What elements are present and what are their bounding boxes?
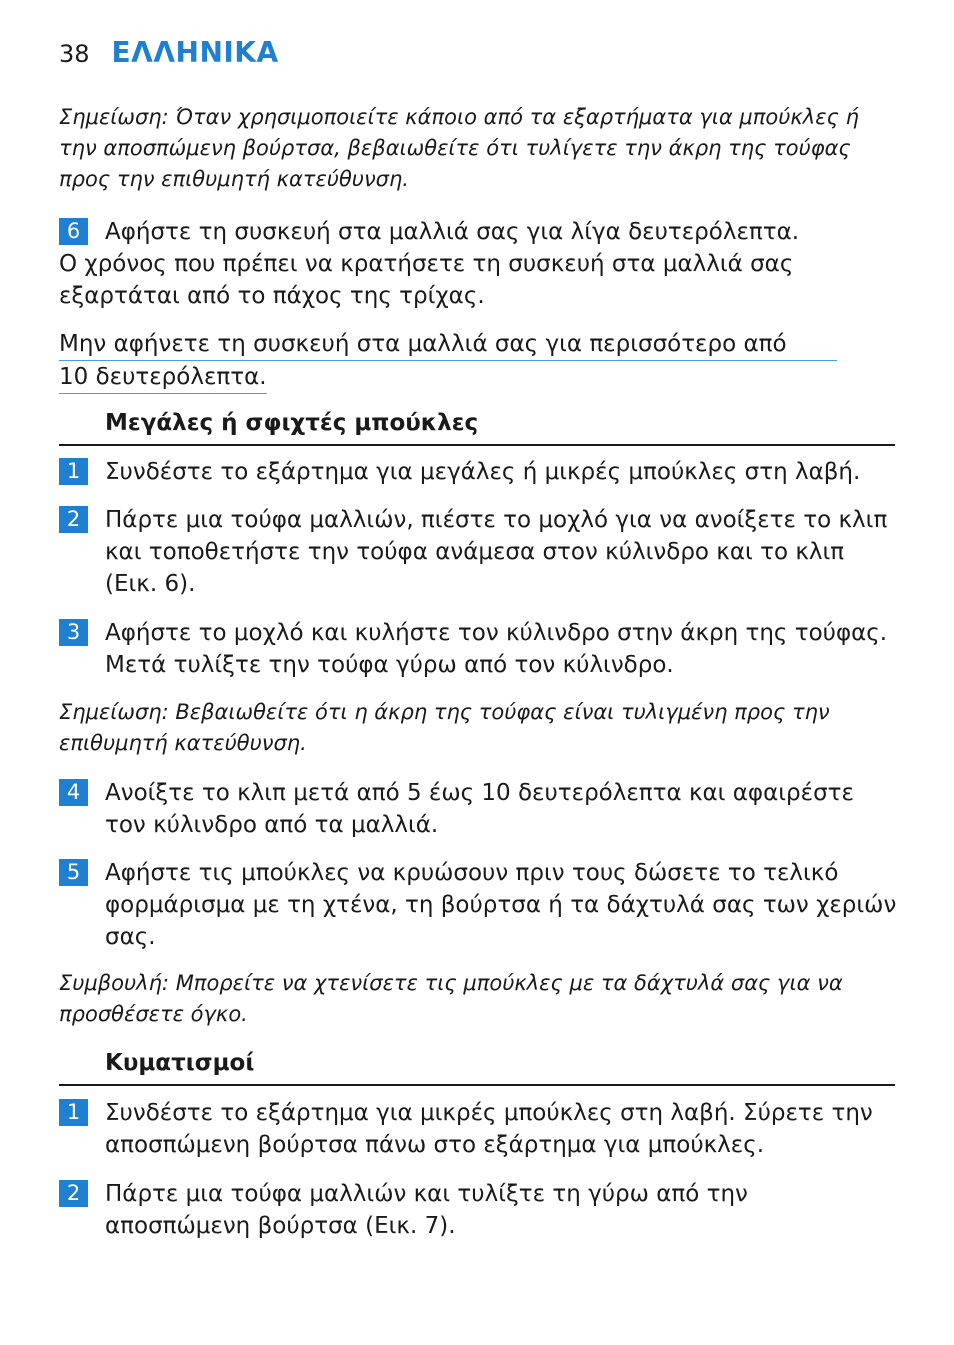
step-text: Πάρτε μια τούφα μαλλιών και τυλίξτε τη γύρω από την αποσπώμενη βούρτσα (Εικ. 7). bbox=[105, 1181, 748, 1239]
step-text: Συνδέστε το εξάρτημα για μικρές μπούκλες στη λαβή. Σύρετε την αποσπώμενη βούρτσα πάνω στο εξάρτημα για μπούκλες. bbox=[105, 1100, 873, 1158]
section-title: Κυματισμοί bbox=[105, 1050, 255, 1076]
step-number-badge: 6 bbox=[59, 218, 88, 245]
step-text: Αφήστε τη συσκευή στα μαλλιά σας για λίγα δευτερόλεπτα. bbox=[105, 219, 800, 245]
warning-text bbox=[59, 328, 899, 394]
warning-line-2: 10 δευτερόλεπτα. bbox=[59, 361, 267, 394]
section-title: Μεγάλες ή σφιχτές μπούκλες bbox=[105, 410, 479, 436]
warning-line-1: Μην αφήνετε τη συσκευή στα μαλλιά σας για περισσότερο από bbox=[59, 328, 837, 361]
step-number-badge: 5 bbox=[59, 859, 88, 886]
step-number-badge: 1 bbox=[59, 458, 88, 485]
curls-note bbox=[59, 697, 899, 759]
step-4 bbox=[59, 777, 899, 841]
step-number-badge: 4 bbox=[59, 779, 88, 806]
note-text: Βεβαιωθείτε ότι η άκρη της τούφας είναι τυλιγμένη προς την επιθυμητή κατεύθυνση. bbox=[59, 700, 830, 755]
page-header bbox=[59, 36, 279, 69]
step-number-badge: 2 bbox=[59, 506, 88, 533]
intro-note bbox=[59, 102, 899, 195]
section-heading-large-curls bbox=[59, 408, 895, 446]
step-continuation: Ο χρόνος που πρέπει να κρατήσετε τη συσκευή στα μαλλιά σας εξαρτάται από το πάχος της τρίχας. bbox=[59, 251, 794, 309]
language-title: ΕΛΛΗΝΙΚΑ bbox=[111, 36, 279, 69]
step-text: Αφήστε το μοχλό και κυλήστε τον κύλινδρο στην άκρη της τούφας. Μετά τυλίξτε την τούφα γύρω από τον κύλινδρο. bbox=[105, 620, 888, 678]
note-text: Όταν χρησιμοποιείτε κάποιο από τα εξαρτήματα για μπούκλες ή την αποσπώμενη βούρτσα, βεβαιωθείτε ότι τυλίγετε την άκρη της τούφας προς την επιθυμητή κατεύθυνση. bbox=[59, 105, 859, 191]
note-label: Σημείωση: bbox=[59, 105, 169, 129]
step-number-badge: 2 bbox=[59, 1180, 88, 1207]
tip-text: Μπορείτε να χτενίσετε τις μπούκλες με τα δάχτυλά σας για να προσθέσετε όγκο. bbox=[59, 971, 843, 1026]
waves-step-2 bbox=[59, 1178, 899, 1242]
step-6 bbox=[59, 216, 899, 312]
note-label: Σημείωση: bbox=[59, 700, 169, 724]
step-text: Συνδέστε το εξάρτημα για μεγάλες ή μικρές μπούκλες στη λαβή. bbox=[105, 459, 861, 485]
step-number-badge: 3 bbox=[59, 619, 88, 646]
tip-label: Συμβουλή: bbox=[59, 971, 169, 995]
step-text: Πάρτε μια τούφα μαλλιών, πιέστε το μοχλό για να ανοίξετε το κλιπ και τοποθετήστε την τούφα ανάμεσα στον κύλινδρο και το κλιπ (Εικ. 6). bbox=[105, 507, 888, 597]
step-number-badge: 1 bbox=[59, 1099, 88, 1126]
page-number: 38 bbox=[59, 40, 90, 68]
step-1 bbox=[59, 456, 899, 488]
step-3 bbox=[59, 617, 899, 681]
waves-step-1 bbox=[59, 1097, 899, 1161]
step-text: Ανοίξτε το κλιπ μετά από 5 έως 10 δευτερόλεπτα και αφαιρέστε τον κύλινδρο από τα μαλλιά. bbox=[105, 780, 854, 838]
step-2 bbox=[59, 504, 899, 600]
step-text: Αφήστε τις μπούκλες να κρυώσουν πριν τους δώσετε το τελικό φορμάρισμα με τη χτένα, τη βούρτσα ή τα δάχτυλά σας των χεριών σας. bbox=[105, 860, 897, 950]
step-5 bbox=[59, 857, 899, 953]
section-heading-waves bbox=[59, 1048, 895, 1086]
curls-tip bbox=[59, 968, 899, 1030]
